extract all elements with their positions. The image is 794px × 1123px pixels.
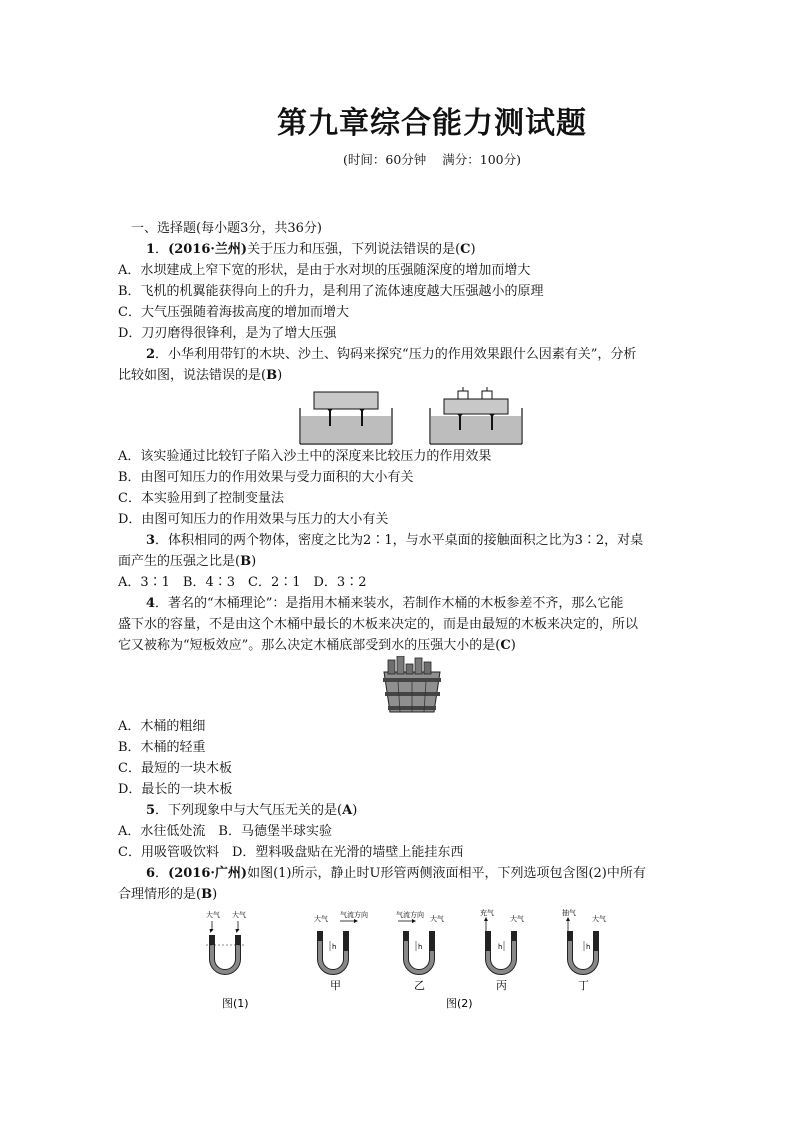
question-stem-cont: 合理情形的是(B) [118,887,218,902]
wooden-bucket-figure [118,656,678,716]
svg-text:大气: 大气 [206,911,220,919]
question-stem-cont: 比较如图，说法错误的是(B) [118,368,283,383]
question-stem: ．小华利用带钉的木块、沙土、钩码来探究“压力的作用效果跟什么因素有关”，分析 [155,347,637,362]
question-stem: ．著名的“木桶理论”：是指用木桶来装水，若制作木桶的木板参差不齐，那么它能 [155,596,624,611]
question-stem: 关于压力和压强，下列说法错误的是( [247,242,461,257]
option: D．由图可知压力的作用效果与压力的大小有关 [118,512,389,527]
answer: C [500,638,511,653]
question-number: 2 [146,347,156,362]
source-tag: (2016·广州) [168,866,248,881]
option: B．木桶的轻重 [118,740,206,755]
source-tag: (2016·兰州) [168,242,248,257]
option: A．水坝建成上窄下宽的形状，是由于水对坝的压强随深度的增加而增大 [118,263,531,278]
svg-text:甲: 甲 [330,979,341,992]
svg-text:大气: 大气 [510,915,524,923]
question-stem: ．下列现象中与大气压无关的是( [155,803,343,818]
svg-text:大气: 大气 [430,915,444,923]
question-number: 4 [146,596,156,611]
svg-text:h: h [586,943,591,951]
u-tube-jia [314,910,368,992]
option: C．本实验用到了控制变量法 [118,491,284,506]
answer: C [460,242,471,257]
svg-text:丙: 丙 [496,979,507,992]
question-number: 6 [146,866,156,881]
question-number: 3 [146,533,156,548]
answer: B [240,554,252,569]
question-stem: ．体积相同的两个物体，密度之比为2∶1，与水平桌面的接触面积之比为3∶2，对桌 [155,533,644,548]
answer: A [342,803,353,818]
svg-text:气流方向: 气流方向 [340,911,368,919]
svg-text:大气: 大气 [314,915,328,923]
page-title: 第九章综合能力测试题 [277,106,587,141]
fig1-label: 图(1) [222,997,249,1010]
question-3 [118,530,678,551]
option: B．飞机的机翼能获得向上的升力，是利用了流体速度越大压强越小的原理 [118,284,544,299]
u-tube-yi [396,910,444,992]
question-6: 6．(2016·广州)如图(1)所示，静止时U形管两侧液面相平，下列选项包含图(2)中所有 [146,866,646,881]
question-1: 1．(2016·兰州)关于压力和压强，下列说法错误的是(C) [146,242,476,257]
option: D．刀刃磨得很锋利，是为了增大压强 [118,326,337,341]
exam-score: 满分：100分) [442,152,522,167]
sand-tray-left [300,392,392,444]
u-tube-ding [562,908,606,992]
svg-text:乙: 乙 [414,979,425,992]
svg-text:大气: 大气 [232,911,246,919]
exam-info [0,150,794,168]
svg-text:h: h [418,943,423,951]
option: A．木桶的粗细 [118,719,206,734]
bucket-icon [383,656,441,712]
svg-text:丁: 丁 [578,979,589,992]
svg-text:大气: 大气 [592,915,606,923]
option-row: C．用吸管吸饮料 D．塑料吸盘贴在光滑的墙壁上能挂东西 [118,845,464,860]
exam-time: (时间：60分钟 [342,152,427,167]
sand-tray-right [430,387,522,444]
svg-text:气流方向: 气流方向 [396,911,424,919]
svg-text:h: h [498,943,503,951]
option-row: A．3∶1 B．4∶3 C．2∶1 D．3∶2 [118,575,367,590]
answer: B [266,368,278,383]
option-row: A．水往低处流 B．马德堡半球实验 [118,824,332,839]
question-stem: 如图(1)所示，静止时U形管两侧液面相平，下列选项包含图(2)中所有 [247,866,646,881]
option: C．大气压强随着海拔高度的增加而增大 [118,305,349,320]
section-heading: 一、选择题(每小题3分，共36分) [131,221,322,236]
question-5: 5．下列现象中与大气压无关的是(A) [146,803,358,818]
u-tube-1 [206,910,246,972]
svg-text:充气: 充气 [480,909,494,917]
option: D．最长的一块木板 [118,782,233,797]
u-tube-figure [118,907,678,1015]
question-stem-cont: 面产生的压强之比是(B) [118,554,257,569]
svg-text:h: h [332,943,337,951]
question-2 [118,344,678,365]
option: A．该实验通过比较钉子陷入沙土中的深度来比较压力的作用效果 [118,449,492,464]
question-stem-cont: 它又被称为“短板效应”。那么决定木桶底部受到水的压强大小的是(C) [118,638,516,653]
nail-experiment-figure [118,386,678,446]
fig2-label: 图(2) [446,997,473,1010]
u-tube-bing [480,908,524,992]
question-list [118,218,678,1015]
question-stem-cont: 盛下水的容量，不是由这个木桶中最长的木板来决定的，而是由最短的木板来决定的，所以 [118,617,639,632]
question-number: 5 [146,803,156,818]
question-number: 1 [146,242,156,257]
svg-text:抽气: 抽气 [562,909,576,917]
answer: B [201,887,213,902]
option: C．最短的一块木板 [118,761,232,776]
option: B．由图可知压力的作用效果与受力面积的大小有关 [118,470,414,485]
question-4 [118,593,678,614]
